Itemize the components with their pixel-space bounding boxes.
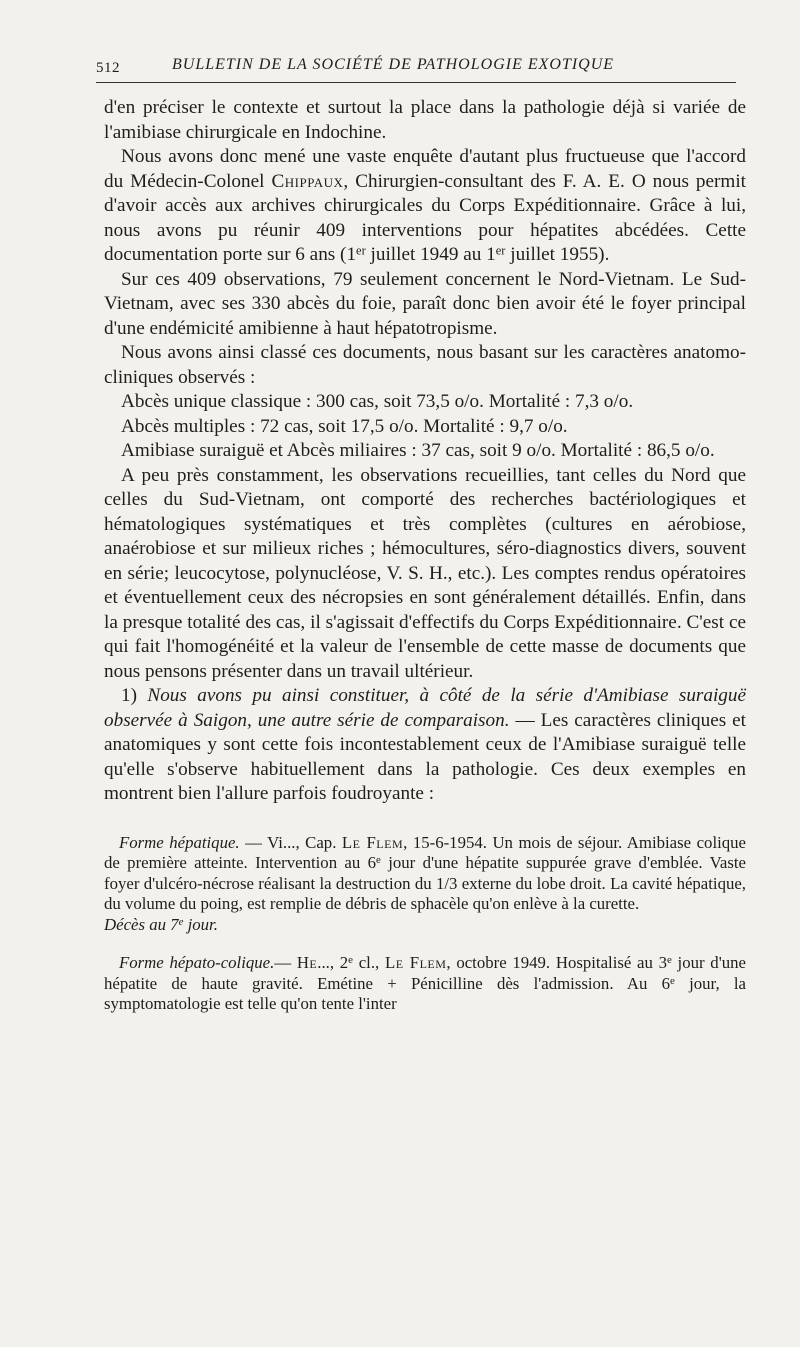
statistics-line: Amibiase suraiguë et Abcès miliaires : 37 cas, soit 9 o/o. Mortalité : 86,5 o/o. xyxy=(121,440,715,461)
paragraph: d'en préciser le contexte et surtout la place dans la pathologie déjà si variée de l'amibiase chirurgicale en Indochine. xyxy=(104,97,746,143)
paragraph: Sur ces 409 observations, 79 seulement concernent le Nord-Vietnam. Le Sud-Vietnam, avec ses 330 abcès du foie, paraît donc bien avoir été le foyer principal d'une endémicité amibienne à haut hépatotropisme. xyxy=(104,268,746,339)
running-header xyxy=(96,56,736,80)
case-label: Forme hépato-colique. xyxy=(119,953,275,972)
header-rule xyxy=(96,82,736,83)
main-text xyxy=(104,96,746,1015)
case-reports xyxy=(104,833,746,1015)
patient-name: He xyxy=(296,953,318,972)
italic-heading: Nous avons pu ainsi constituer, à côté de la série d'Amibiase suraiguë observée à Saigon, une autre série de comparaison. xyxy=(104,685,747,731)
statistics-line: Abcès multiples : 72 cas, soit 17,5 o/o. Mortalité : 9,7 o/o. xyxy=(121,415,568,437)
case-label: Forme hépatique. xyxy=(119,832,240,852)
paragraph: Nous avons donc mené une vaste enquête d'autant plus fructueuse que l'accord du Médecin-Colonel Chippaux, Chirurgien-consultant des F. A. E. O nous permit d'avoir accès aux archives chirurgicales du Corps Expéditionnaire. Grâce à lui, nous avons pu réunir 409 interventions pour hépatites abcédées. Cette documentation porte sur 6 ans (1er juillet 1949 au 1er juillet 1955). xyxy=(104,146,746,265)
person-name: Le Flem xyxy=(384,953,447,972)
statistics-line: Abcès unique classique : 300 cas, soit 73,5 o/o. Mortalité : 7,3 o/o. xyxy=(121,391,634,412)
paragraph: 1) Nous avons pu ainsi constituer, à côté de la série d'Amibiase suraiguë observée à Saigon, une autre série de comparaison. — Les caractères cliniques et anatomiques y sont cette fois incontestablement ceux de l'Amibiase suraiguë telle qu'elle s'observe habituellement dans la pathologie. Ces deux exemples en montrent bien l'allure parfois foudroyante : xyxy=(104,685,747,804)
case-report: Forme hépatique. — Vi..., Cap. Le Flem, 15-6-1954. Un mois de séjour. Amibiase colique de première atteinte. Intervention au 6e jour d'une hépatite suppurée grave d'emblée. Vaste foyer d'ulcéro-nécrose réalisant la destruction du 1/3 externe du lobe droit. La cavité hépatique, du volume du poing, est remplie de débris de sphacèle qu'on enlève à la curette. Décès au 7e jour. xyxy=(104,832,746,934)
paragraph: A peu près constamment, les observations recueillies, tant celles du Nord que celles du Sud-Vietnam, ont comporté des recherches bactériologiques et hématologiques systématiques et très complètes (cultures en aérobiose, anaérobiose et sur milieux riches ; hémocultures, séro-diagnostics divers, souvent en série; leucocytose, polynucléose, V. S. H., etc.). Les comptes rendus opératoires et éventuellement ceux des nécropsies en sont généralement détaillés. Enfin, dans la presque totalité des cas, il s'agissait d'effectifs du Corps Expéditionnaire. C'est ce qui fait l'homogénéité et la valeur de l'ensemble de cette masse de documents que nous pensons présenter dans un travail ultérieur. xyxy=(104,464,746,682)
person-name: Le Flem xyxy=(341,832,404,852)
page-number: 512 xyxy=(96,60,120,76)
person-name: Chippaux xyxy=(271,170,344,192)
running-title: BULLETIN DE LA SOCIÉTÉ DE PATHOLOGIE EXOTIQUE xyxy=(172,56,615,73)
paragraph: Nous avons ainsi classé ces documents, nous basant sur les caractères anatomo-cliniques observés : xyxy=(104,342,746,388)
case-report: Forme hépato-colique.— He..., 2e cl., Le Flem, octobre 1949. Hospitalisé au 3e jour d'une hépatite de haute gravité. Emétine + Pénicilline dès l'admission. Au 6e jour, la symptomatologie est telle qu'on tente l'inter xyxy=(104,953,747,1013)
